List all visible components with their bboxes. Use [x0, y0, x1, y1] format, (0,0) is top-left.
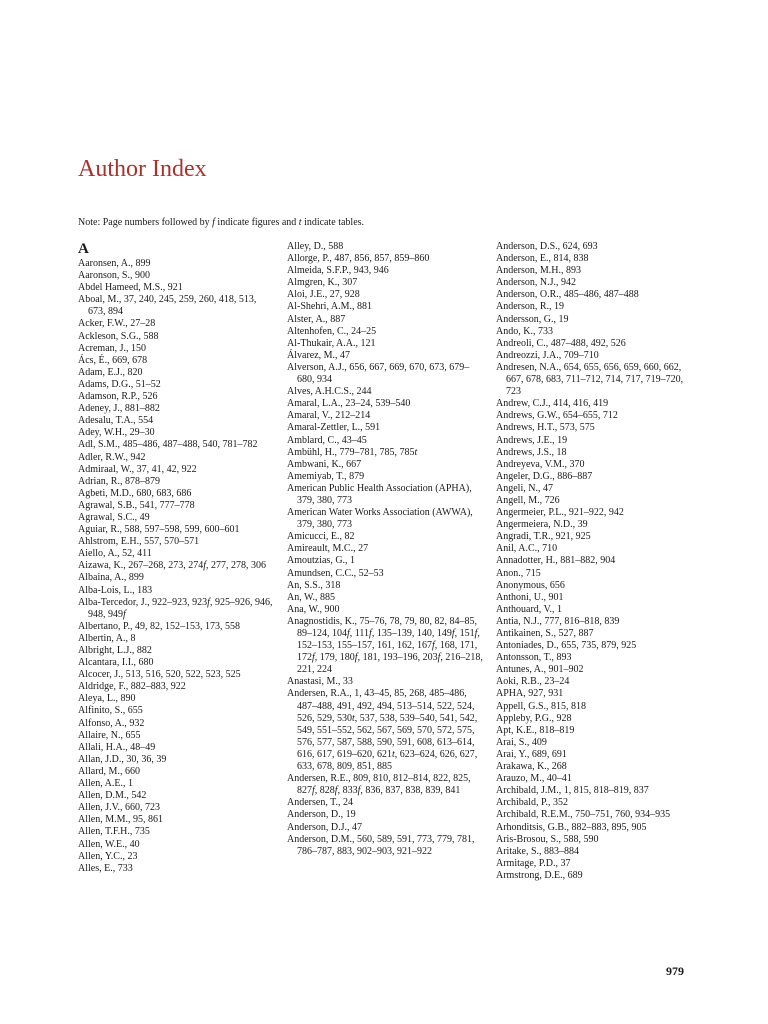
index-entry: Andresen, N.A., 654, 655, 656, 659, 660, 662, 667, 678, 683, 711–712, 714, 717, 719–720, 723: [496, 361, 684, 398]
index-entry: Andrew, C.J., 414, 416, 419: [496, 398, 609, 410]
index-entry: Angell, M., 726: [496, 494, 560, 506]
index-entry: An, S.S., 318: [287, 579, 341, 591]
index-entry: American Water Works Association (AWWA), 379, 380, 773: [287, 507, 473, 531]
index-entry: Andreyeva, V.M., 370: [496, 458, 585, 470]
index-entry: Anderson, D.J., 47: [287, 821, 362, 833]
index-entry: Aaronson, S., 900: [78, 270, 150, 282]
index-entry: Arakawa, K., 268: [496, 761, 567, 773]
index-entry: American Public Health Association (APHA), 379, 380, 773: [287, 482, 472, 506]
index-entry: Amaral, L.A., 23–24, 539–540: [287, 398, 411, 410]
index-entry: Alba-Tercedor, J., 922–923, 923f, 925–926, 946, 948, 949f: [78, 596, 273, 620]
index-entry: Antoniades, D., 655, 735, 879, 925: [496, 640, 637, 652]
index-entry: Arai, S., 409: [496, 736, 547, 748]
index-entry: Alster, A., 887: [287, 313, 346, 325]
index-entry: Anderson, M.H., 893: [496, 265, 581, 277]
index-entry: Andersson, G., 19: [496, 313, 569, 325]
index-entry: Andreoli, C., 487–488, 492, 526: [496, 337, 626, 349]
index-entry: Arauzo, M., 40–41: [496, 773, 572, 785]
index-entry: Angermeiera, N.D., 39: [496, 519, 588, 531]
index-entry: Ács, É., 669, 678: [78, 354, 148, 366]
index-entry: Andreozzi, J.A., 709–710: [496, 349, 599, 361]
index-entry: An, W., 885: [287, 591, 336, 603]
index-entry: Amicucci, E., 82: [287, 531, 355, 543]
index-entry: Antikainen, S., 527, 887: [496, 628, 594, 639]
index-entry: Allard, M., 660: [78, 765, 140, 777]
index-entry: Anderson, E., 814, 838: [496, 253, 589, 265]
index-entry: Ahlstrom, E.H., 557, 570–571: [78, 536, 200, 548]
index-entry: Albaina, A., 899: [78, 572, 144, 584]
index-entry: Appell, G.S., 815, 818: [496, 700, 586, 712]
index-entry: Adesalu, T.A., 554: [78, 415, 154, 427]
index-entry: Adeney, J., 881–882: [78, 403, 160, 415]
index-entry: Allaire, N., 655: [78, 729, 141, 741]
index-entry: Aritake, S., 883–884: [496, 845, 580, 857]
index-entry: Antunes, A., 901–902: [496, 664, 584, 676]
index-entry: Alfinito, S., 655: [78, 705, 143, 717]
index-entry: Aris-Brosou, S., 588, 590: [496, 833, 599, 845]
page-title: Author Index: [78, 156, 207, 182]
index-entry: Angeler, D.G., 886–887: [496, 470, 593, 482]
index-entry: Allen, D.M., 542: [78, 790, 147, 802]
index-entry: Adey, W.H., 29–30: [78, 427, 155, 439]
index-entry: Archibald, R.E.M., 750–751, 760, 934–935: [496, 809, 671, 821]
index-entry: Anderson, D.M., 560, 589, 591, 773, 779, 781, 786–787, 883, 902–903, 921–922: [287, 833, 475, 857]
index-entry: Amireault, M.C., 27: [287, 543, 369, 555]
index-entry: Anil, A.C., 710: [496, 543, 558, 555]
index-entry: Amundsen, C.C., 52–53: [287, 567, 384, 579]
index-entry: Abdel Hameed, M.S., 921: [78, 282, 183, 294]
index-entry: Allen, W.E., 40: [78, 838, 140, 850]
index-entry: Aizawa, K., 267–268, 273, 274f, 277, 278, 306: [78, 560, 267, 572]
index-entry: Aoki, R.B., 23–24: [496, 676, 570, 688]
index-entry: Andrews, H.T., 573, 575: [496, 422, 595, 434]
index-entry: Al-Thukair, A.A., 121: [287, 337, 376, 349]
index-entry: Arhonditsis, G.B., 882–883, 895, 905: [496, 821, 647, 833]
index-entry: Appleby, P.G., 928: [496, 712, 572, 724]
index-column-3: [496, 241, 696, 882]
index-entry: Amemiyab, T., 879: [287, 470, 365, 482]
index-entry: Anderson, O.R., 485–486, 487–488: [496, 289, 639, 301]
index-entry: Adam, E.J., 820: [78, 366, 143, 378]
index-entry: Anderson, D., 19: [287, 809, 356, 821]
index-entry: Antia, N.J., 777, 816–818, 839: [496, 615, 620, 627]
index-entry: Anderson, R., 19: [496, 301, 565, 313]
index-entry: Anastasi, M., 33: [287, 676, 353, 688]
index-entry: Alley, D., 588: [287, 241, 344, 252]
section-letter: A: [78, 241, 89, 257]
index-entry: Allan, J.D., 30, 36, 39: [78, 753, 167, 765]
index-entry: Alves, A.H.C.S., 244: [287, 386, 372, 398]
index-column-1: [78, 241, 274, 875]
index-entry: Alba-Lois, L., 183: [78, 584, 153, 596]
index-entry: Agbeti, M.D., 680, 683, 686: [78, 487, 192, 499]
index-entry: Adrian, R., 878–879: [78, 475, 160, 487]
index-entry: Annadotter, H., 881–882, 904: [496, 555, 616, 567]
index-entry: Ando, K., 733: [496, 325, 553, 337]
index-entry: Adler, R.W., 942: [78, 451, 146, 463]
index-entry: Allorge, P., 487, 856, 857, 859–860: [287, 253, 430, 265]
index-entry: Allen, J.V., 660, 723: [78, 802, 161, 814]
index-entry: Allen, Y.C., 23: [78, 850, 138, 862]
index-entry: Anon., 715: [496, 567, 541, 579]
index-entry: Angradi, T.R., 921, 925: [496, 531, 591, 543]
index-entry: Admiraal, W., 37, 41, 42, 922: [78, 463, 197, 475]
index-entry: Agrawal, S.B., 541, 777–778: [78, 499, 195, 511]
index-entry: Aloi, J.E., 27, 928: [287, 289, 360, 301]
index-entry: Ambwani, K., 667: [287, 458, 362, 470]
page-number: 979: [666, 964, 684, 978]
index-entry: Acker, F.W., 27–28: [78, 318, 156, 330]
index-entry: Ambühl, H., 779–781, 785, 785t: [287, 446, 418, 458]
index-entry: Amoutzias, G., 1: [287, 555, 356, 567]
index-entry: Armitage, P.D., 37: [496, 857, 571, 869]
index-entry: Aleya, L., 890: [78, 693, 136, 705]
index-entry: Adamson, R.P., 526: [78, 391, 158, 403]
index-entry: Arai, Y., 689, 691: [496, 748, 567, 760]
index-entry: Amaral-Zettler, L., 591: [287, 422, 381, 434]
index-entry: Amblard, C., 43–45: [287, 434, 367, 446]
index-entry: Anonymous, 656: [496, 579, 565, 591]
index-entry: Amaral, V., 212–214: [287, 410, 371, 422]
index-entry: Anthouard, V., 1: [496, 603, 563, 615]
index-entry: Álvarez, M., 47: [287, 349, 351, 361]
index-entry: Altenhofen, C., 24–25: [287, 325, 377, 337]
index-entry: Archibald, J.M., 1, 815, 818–819, 837: [496, 785, 649, 797]
index-entry: Alverson, A.J., 656, 667, 669, 670, 673, 679–680, 934: [287, 361, 470, 386]
index-entry: Angeli, N., 47: [496, 482, 553, 494]
index-entry: Anderson, N.J., 942: [496, 277, 576, 289]
index-entry: Allali, H.A., 48–49: [78, 741, 156, 753]
index-entry: Anderson, D.S., 624, 693: [496, 241, 598, 252]
index-entry: Andrews, J.S., 18: [496, 446, 567, 458]
index-entry: Andersen, R.A., 1, 43–45, 85, 268, 485–486, 487–488, 491, 492, 494, 513–514, 522, 524, 526, 529, 530t, 537, 538, 539–540, 541, 542, 549, 551–552, 562, 567, 569, 570, 572, 575, 576, 577, 587, 588, 590, 591, 608, 613–614, 616, 617, 619–620, 621t, 623–624, 626, 627, 633, 678, 809, 851, 885: [287, 688, 478, 773]
index-entry: Albertin, A., 8: [78, 632, 136, 644]
index-entry: Acreman, J., 150: [78, 342, 147, 354]
index-entry: Antonsson, T., 893: [496, 652, 572, 664]
index-entry: Agrawal, S.C., 49: [78, 511, 150, 523]
index-entry: Alles, E., 733: [78, 862, 133, 874]
index-entry: Allen, T.F.H., 735: [78, 826, 150, 838]
index-entry: Almgren, K., 307: [287, 277, 358, 289]
index-entry: Aguiar, R., 588, 597–598, 599, 600–601: [78, 524, 240, 536]
index-entry: Archibald, P., 352: [496, 797, 568, 809]
index-entry: Aaronsen, A., 899: [78, 258, 151, 269]
index-entry: Adl, S.M., 485–486, 487–488, 540, 781–782: [78, 439, 258, 451]
index-entry: Aldridge, F., 882–883, 922: [78, 681, 186, 693]
index-entry: Andrews, J.E., 19: [496, 434, 568, 446]
index-entry: Aboal, M., 37, 240, 245, 259, 260, 418, 513, 673, 894: [78, 294, 257, 318]
index-entry: Alcocer, J., 513, 516, 520, 522, 523, 525: [78, 669, 241, 681]
index-entry: Angermeier, P.L., 921–922, 942: [496, 507, 624, 519]
index-entry: Andersen, R.E., 809, 810, 812–814, 822, 825, 827f, 828f, 833f, 836, 837, 838, 839, 841: [287, 773, 471, 797]
index-entry: Andersen, T., 24: [287, 797, 354, 809]
index-note: Note: Page numbers followed by f indicate figures and t indicate tables.: [78, 217, 365, 228]
index-entry: Ackleson, S.G., 588: [78, 330, 159, 342]
index-entry: Albright, L.J., 882: [78, 645, 152, 656]
index-entry: Apt, K.E., 818–819: [496, 724, 575, 736]
index-entry: Al-Shehri, A.M., 881: [287, 301, 372, 313]
index-entry: Anagnostidis, K., 75–76, 78, 79, 80, 82, 84–85, 89–124, 104f, 111f, 135–139, 140, 149f, 151f, 152–153, 155–157, 161, 162, 167f, 168, 171, 172f, 179, 180f, 181, 193–196, 203f, 216–218, 221, 224: [287, 615, 483, 676]
index-entry: Ana, W., 900: [287, 603, 340, 615]
index-entry: Allen, M.M., 95, 861: [78, 814, 163, 826]
index-entry: Allen, A.E., 1: [78, 778, 133, 790]
index-column-2: [287, 241, 483, 858]
index-entry: Alfonso, A., 932: [78, 717, 145, 729]
index-entry: Almeida, S.F.P., 943, 946: [287, 265, 389, 277]
index-entry: Armstrong, D.E., 689: [496, 869, 583, 881]
index-entry: Anthoni, U., 901: [496, 591, 564, 603]
index-entry: APHA, 927, 931: [496, 688, 564, 700]
index-entry: Alcantara, I.I., 680: [78, 657, 154, 669]
index-entry: Aiello, A., 52, 411: [78, 548, 152, 560]
index-entry: Andrews, G.W., 654–655, 712: [496, 410, 618, 422]
index-entry: Albertano, P., 49, 82, 152–153, 173, 558: [78, 620, 240, 632]
index-entry: Adams, D.G., 51–52: [78, 378, 161, 390]
